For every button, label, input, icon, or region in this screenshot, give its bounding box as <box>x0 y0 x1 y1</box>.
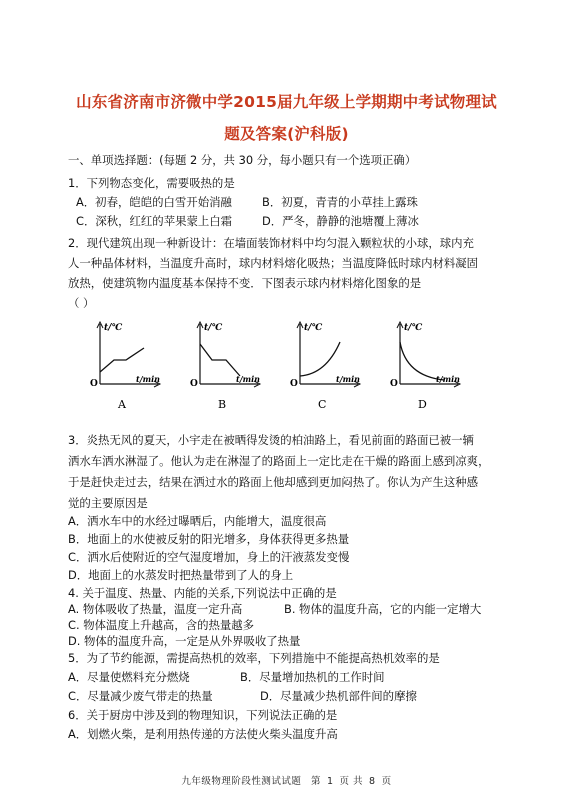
q4-option-b: B. 物体的温度升高，它的内能一定增大 <box>284 602 482 616</box>
graph-curve <box>200 344 240 376</box>
q2-answer-blank: （ ） <box>68 296 95 310</box>
footer-page-number: 1 <box>326 776 334 787</box>
document-title-line-1: 山东省济南市济微中学2015届九年级上学期期中考试物理试 <box>76 93 497 111</box>
graph-y-label: t/℃ <box>304 323 323 333</box>
q2-stem-line-1: 2．现代建筑出现一种新设计：在墙面装饰材料中均匀混入颗粒状的小球，球内充 <box>68 236 474 250</box>
q4-stem: 4. 关于温度、热量、内能的关系,下列说法中正确的是 <box>68 586 337 600</box>
graph-x-label: t/min <box>236 374 260 384</box>
graph-x-label: t/min <box>336 374 360 384</box>
q5-option-b: B．尽量增加热机的工作时间 <box>240 670 385 684</box>
q5-option-d: D．尽量减少热机部件间的摩擦 <box>260 689 417 703</box>
q4-option-c: C. 物体温度上升越高，含的热量越多 <box>68 618 255 632</box>
q2-stem-line-2: 人一种晶体材料，当温度升高时，球内材料熔化吸热；当温度降低时球内材料凝固 <box>68 256 479 270</box>
q1-option-b: B．初夏，青青的小草挂上露珠 <box>262 195 418 209</box>
graph-a <box>90 322 160 411</box>
q3-stem-line-3: 于是赶快走过去，结果在洒过水的路面上他却感到更加闷热了。你认为产生这种感 <box>68 475 479 489</box>
graph-x-label: t/min <box>436 374 460 384</box>
q3-stem-line-2: 洒水车洒水淋湿了。他认为走在淋湿了的路面上一定比走在干燥的路面上感到凉爽， <box>68 454 490 468</box>
footer-total-pages: 8 <box>369 776 376 787</box>
q6-stem: 6．关于厨房中涉及到的物理知识，下列说法正确的是 <box>68 708 338 722</box>
page-footer <box>0 773 573 787</box>
q4-option-a: A. 物体吸收了热量，温度一定升高 <box>68 602 243 616</box>
graph-x-label: t/min <box>136 374 160 384</box>
footer-exam-name: 九年级物理阶段性测试试题 <box>181 776 302 787</box>
q3-stem-line-1: 3．炎热无风的夏天，小宇走在被晒得发烫的柏油路上，看见前面的路面已被一辆 <box>68 433 474 447</box>
graph-option-label: C <box>318 398 327 411</box>
document-title-line-2: 题及答案(沪科版) <box>224 125 349 143</box>
q3-option-b: B．地面上的水使被反射的阳光增多，身体获得更多热量 <box>68 532 350 546</box>
q6-option-a: A．划燃火柴，是利用热传递的方法使火柴头温度升高 <box>68 727 338 741</box>
q3-option-c: C．洒水后使附近的空气湿度增加，身上的汗液蒸发变慢 <box>68 550 350 564</box>
graph-c <box>290 322 360 411</box>
graph-option-label: A <box>118 398 126 411</box>
q4-option-d: D. 物体的温度升高，一定是从外界吸收了热量 <box>68 634 301 648</box>
q1-option-d: D．严冬，静静的池塘覆上薄冰 <box>262 214 419 228</box>
section-heading: 一、单项选择题：(每题 2 分，共 30 分，每小题只有一个选项正确） <box>68 153 417 167</box>
footer-page-mid: 页 共 <box>339 776 364 787</box>
graph-d <box>390 322 460 411</box>
q3-stem-line-4: 觉的主要原因是 <box>68 496 148 510</box>
q3-option-a: A．洒水车中的水经过曝晒后，内能增大，温度很高 <box>68 514 327 528</box>
graph-y-label: t/℃ <box>404 323 423 333</box>
q3-option-d: D．地面上的水蒸发时把热量带到了人的身上 <box>68 568 294 582</box>
graph-option-label: D <box>418 398 427 411</box>
graph-origin-label: O <box>190 379 198 389</box>
footer-page-suffix: 页 <box>381 776 392 787</box>
footer-page-prefix: 第 <box>310 776 321 787</box>
graph-curve <box>300 342 340 376</box>
q2-stem-line-3: 放热，使建筑物内温度基本保持不变．下图表示球内材料熔化图象的是 <box>68 276 422 290</box>
q1-stem: 1．下列物态变化，需要吸热的是 <box>68 176 235 190</box>
q5-stem: 5．为了节约能源，需提高热机的效率，下列措施中不能提高热机效率的是 <box>68 651 440 665</box>
q5-option-a: A．尽量使燃料充分燃烧 <box>68 670 190 684</box>
graph-option-label: B <box>218 398 227 411</box>
q5-option-c: C．尽量减少废气带走的热量 <box>68 689 213 703</box>
graph-y-label: t/℃ <box>204 323 223 333</box>
graph-curve <box>100 348 144 372</box>
q2-graphs <box>86 314 466 414</box>
graph-origin-label: O <box>290 379 298 389</box>
q1-option-c: C．深秋，红红的苹果蒙上白霜 <box>76 214 233 228</box>
graph-b <box>190 322 260 411</box>
q1-option-a: A．初春，皑皑的白雪开始消融 <box>76 195 232 209</box>
graph-y-label: t/℃ <box>104 323 123 333</box>
graph-origin-label: O <box>390 379 398 389</box>
graph-origin-label: O <box>90 379 98 389</box>
